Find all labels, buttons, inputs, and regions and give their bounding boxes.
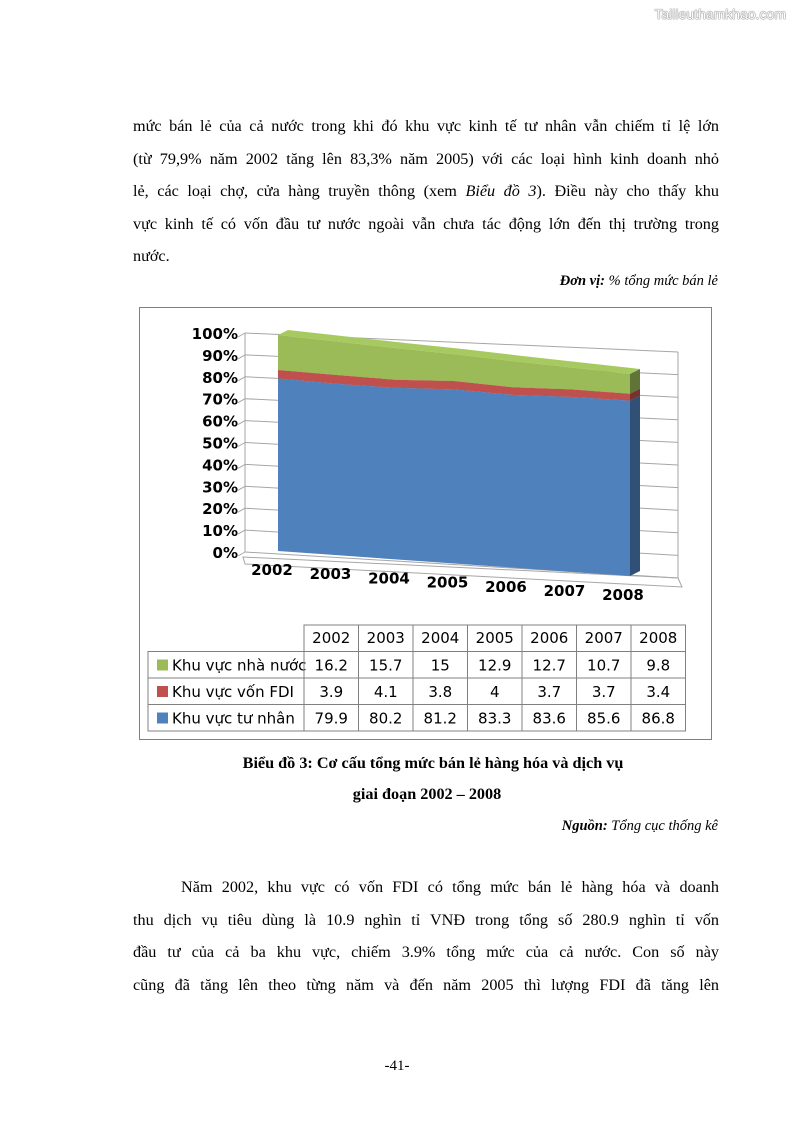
x-tick-label: 2003 xyxy=(309,565,352,584)
paragraph-2-line: cũng đã tăng lên theo từng năm và đến năm 2005 thì lượng FDI đã tăng lên xyxy=(133,975,719,994)
data-table-value-cell: 3.8 xyxy=(428,683,453,701)
chart-frame xyxy=(139,307,712,740)
data-table-value-cell: 4.1 xyxy=(373,683,398,701)
data-table-value-cell: 80.2 xyxy=(369,709,403,728)
paragraph-2-line: đầu tư của cả ba khu vực, chiếm 3.9% tổng mức của cả nước. Con số này xyxy=(133,943,719,962)
y-tick-label: 70% xyxy=(202,390,238,409)
unit-note xyxy=(560,273,718,290)
y-tick-label: 80% xyxy=(202,368,238,387)
series-area xyxy=(278,378,630,576)
paragraph-1-line xyxy=(133,175,719,208)
grid-tick xyxy=(238,333,245,337)
source-label: Nguồn: xyxy=(561,818,608,834)
x-tick-label: 2002 xyxy=(251,561,293,579)
data-table-value-cell: 3.9 xyxy=(319,683,344,701)
data-table-value-cell: 79.9 xyxy=(314,709,348,728)
y-tick-label: 100% xyxy=(191,325,238,343)
paragraph-2-line: thu dịch vụ tiêu dùng là 10.9 nghìn tỉ VNĐ trong tổng số 280.9 nghìn tỉ vốn xyxy=(133,910,719,929)
data-table-value-cell: 83.6 xyxy=(532,709,566,728)
legend-label: Khu vực tư nhân xyxy=(172,709,295,728)
data-table-value-cell: 83.3 xyxy=(478,709,512,728)
data-table-header-cell: 2002 xyxy=(312,629,351,647)
line-text: ). Điều này cho thấy khu xyxy=(536,182,719,201)
y-tick-label: 90% xyxy=(202,346,238,365)
data-table-value-cell: 3.7 xyxy=(537,683,562,701)
unit-label: Đơn vị: xyxy=(559,273,605,289)
data-table-value-cell: 10.7 xyxy=(587,656,621,675)
data-table-value-cell: 85.6 xyxy=(587,709,621,728)
y-tick-label: 0% xyxy=(212,544,238,562)
watermark-text: Tailieuthamkhao.com xyxy=(654,6,786,22)
grid-tick xyxy=(238,399,245,403)
y-tick-label: 30% xyxy=(202,478,238,497)
data-table-value-cell: 15.7 xyxy=(369,656,403,675)
y-tick-label: 60% xyxy=(202,412,238,431)
paragraph-2 xyxy=(133,871,719,1001)
paragraph-1 xyxy=(133,110,719,273)
grid-tick xyxy=(238,486,245,490)
source-note xyxy=(562,818,718,835)
series-side-face xyxy=(630,396,640,576)
paragraph-1-line: vực kinh tế có vốn đầu tư nước ngoài vẫn chưa tác động lớn đến thị trường trong xyxy=(133,214,719,233)
stacked-area-chart xyxy=(140,308,711,739)
data-table-value-cell: 12.7 xyxy=(532,656,566,675)
grid-tick xyxy=(238,355,245,359)
y-tick-label: 50% xyxy=(202,434,238,453)
legend-swatch xyxy=(157,686,168,697)
data-table-value-cell: 86.8 xyxy=(641,709,675,728)
x-tick-label: 2007 xyxy=(543,582,586,600)
grid-tick xyxy=(238,377,245,381)
x-tick-label: 2008 xyxy=(602,586,644,605)
data-table-header-cell: 2006 xyxy=(530,629,569,647)
paragraph-1-line: (từ 79,9% năm 2002 tăng lên 83,3% năm 2005) với các loại hình kinh doanh nhỏ xyxy=(133,149,719,168)
grid-tick xyxy=(238,552,245,556)
data-table-value-cell: 9.8 xyxy=(646,656,671,675)
unit-value: % tổng mức bán lẻ xyxy=(604,273,718,289)
paragraph-2-line: Năm 2002, khu vực có vốn FDI có tổng mức bán lẻ hàng hóa và doanh xyxy=(181,878,719,896)
y-tick-label: 10% xyxy=(202,522,238,541)
data-table-header-cell: 2005 xyxy=(475,629,514,647)
grid-tick xyxy=(238,443,245,447)
legend-label: Khu vực nhà nước xyxy=(172,656,307,675)
figure-reference: Biểu đồ 3 xyxy=(465,182,537,201)
legend-swatch xyxy=(157,660,168,671)
x-tick-label: 2004 xyxy=(368,569,410,588)
data-table-value-cell: 3.7 xyxy=(591,683,616,701)
grid-tick xyxy=(238,530,245,534)
data-table-value-cell: 4 xyxy=(489,683,500,701)
figure-caption-line-1: Biểu đồ 3: Cơ cấu tổng mức bán lẻ hàng hóa và dịch vụ xyxy=(242,754,624,772)
x-tick-label: 2006 xyxy=(485,577,527,596)
paragraph-1-line: mức bán lẻ của cả nước trong khi đó khu vực kinh tế tư nhân vẫn chiếm tỉ lệ lớn xyxy=(133,117,719,135)
grid-tick xyxy=(238,508,245,512)
figure-caption-line-2: giai đoạn 2002 – 2008 xyxy=(352,785,502,803)
grid-tick xyxy=(238,421,245,425)
y-tick-label: 20% xyxy=(202,500,238,519)
data-table-value-cell: 16.2 xyxy=(314,656,348,675)
line-text: lẻ, các loại chợ, cửa hàng truyền thông (xem xyxy=(133,182,466,201)
data-table-value-cell: 3.4 xyxy=(646,683,671,701)
legend-label: Khu vực vốn FDI xyxy=(172,683,294,701)
data-table-header-cell: 2007 xyxy=(584,629,623,647)
x-tick-label: 2005 xyxy=(426,573,469,592)
data-table-header-cell: 2003 xyxy=(366,629,405,647)
grid-tick xyxy=(238,464,245,468)
data-table-header-cell: 2008 xyxy=(639,629,678,647)
data-table-value-cell: 81.2 xyxy=(423,709,457,728)
y-tick-label: 40% xyxy=(202,456,238,475)
source-value: Tổng cục thống kê xyxy=(607,818,718,834)
paragraph-1-line: nước. xyxy=(133,247,170,266)
legend-swatch xyxy=(157,713,168,724)
data-table-header-cell: 2004 xyxy=(421,629,460,647)
data-table-value-cell: 15 xyxy=(430,656,450,675)
data-table-value-cell: 12.9 xyxy=(478,656,512,675)
page-number: -41- xyxy=(384,1058,410,1074)
